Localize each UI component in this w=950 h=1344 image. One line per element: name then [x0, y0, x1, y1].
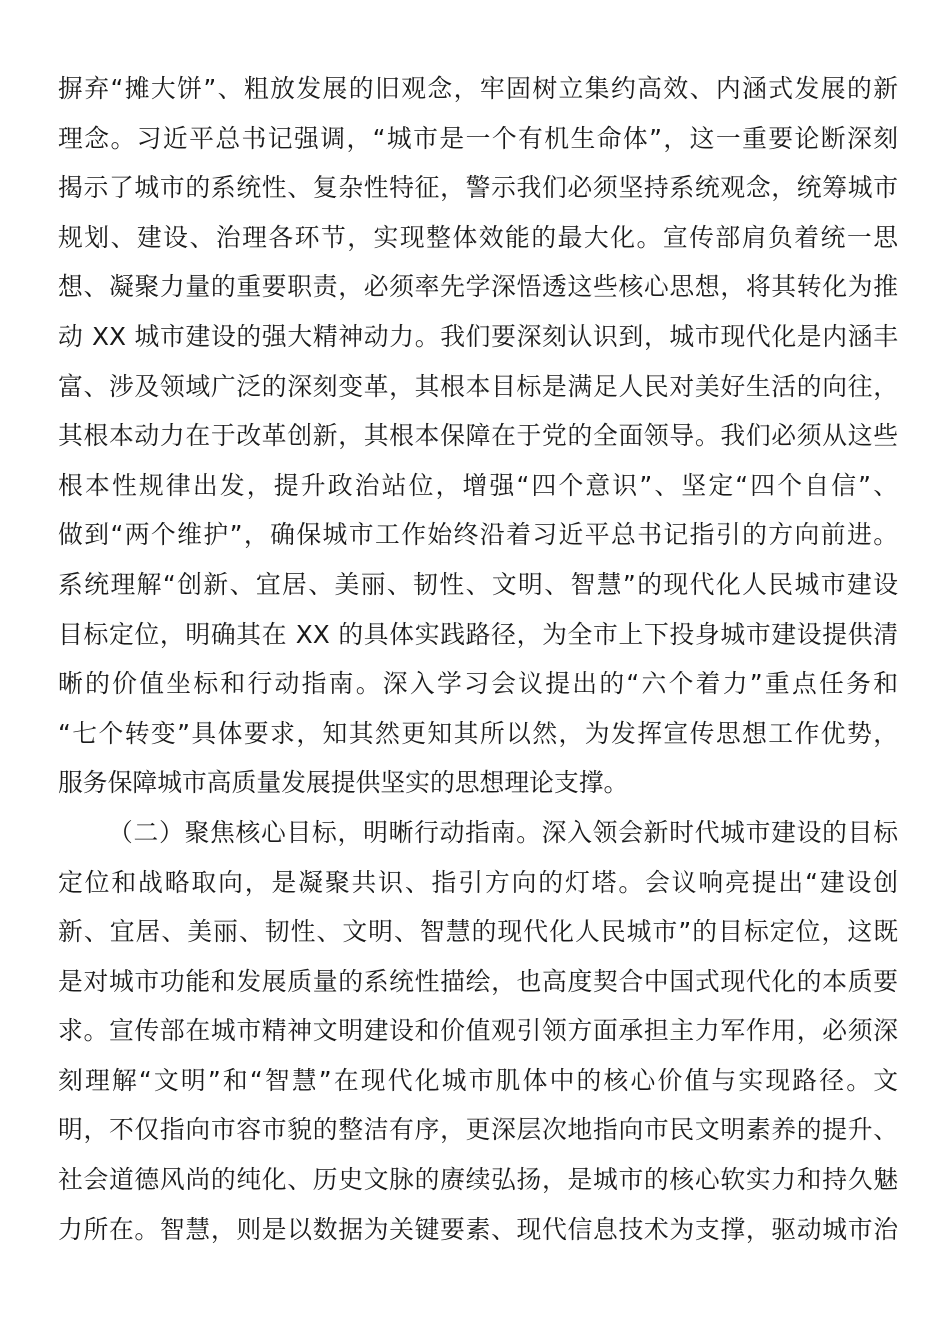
text-line: 求。宣传部在城市精神文明建设和价值观引领方面承担主力军作用，必须深 — [58, 1016, 898, 1046]
text-line: 系统理解“创新、宜居、美丽、韧性、文明、智慧”的现代化人民城市建设 — [58, 569, 898, 599]
text-line: 规划、建设、治理各环节，实现整体效能的最大化。宣传部肩负着统一思 — [58, 222, 898, 252]
body-text — [58, 64, 898, 1254]
text-line: 刻理解“文明”和“智慧”在现代化城市肌体中的核心价值与实现路径。文 — [58, 1065, 898, 1095]
text-line: 想、凝聚力量的重要职责，必须率先学深悟透这些核心思想，将其转化为推 — [58, 272, 898, 302]
text-line: 是对城市功能和发展质量的系统性描绘，也高度契合中国式现代化的本质要 — [58, 966, 898, 996]
text-line: 理念。习近平总书记强调，“城市是一个有机生命体”，这一重要论断深刻 — [58, 123, 898, 153]
text-line: 明，不仅指向市容市貌的整洁有序，更深层次地指向市民文明素养的提升、 — [58, 1115, 898, 1145]
text-line: 目标定位，明确其在 XX 的具体实践路径，为全市上下投身城市建设提供清 — [58, 619, 898, 649]
text-line: 服务保障城市高质量发展提供坚实的思想理论支撑。 — [58, 768, 629, 798]
text-line: 做到“两个维护”，确保城市工作始终沿着习近平总书记指引的方向前进。 — [58, 520, 898, 550]
text-line: 社会道德风尚的纯化、历史文脉的赓续弘扬，是城市的核心软实力和持久魅 — [58, 1165, 898, 1195]
text-line: 富、涉及领域广泛的深刻变革，其根本目标是满足人民对美好生活的向往， — [58, 371, 898, 401]
text-line: 揭示了城市的系统性、复杂性特征，警示我们必须坚持系统观念，统筹城市 — [58, 173, 898, 203]
section-heading-line: （二）聚焦核心目标，明晰行动指南。深入领会新时代城市建设的目标 — [108, 817, 898, 847]
text-line: 摒弃“摊大饼”、粗放发展的旧观念，牢固树立集约高效、内涵式发展的新 — [58, 74, 898, 103]
text-line: 新、宜居、美丽、韧性、文明、智慧的现代化人民城市”的目标定位，这既 — [58, 917, 898, 947]
text-line: 根本性规律出发，提升政治站位，增强“四个意识”、坚定“四个自信”、 — [58, 470, 898, 500]
text-line: 力所在。智慧，则是以数据为关键要素、现代信息技术为支撑，驱动城市治 — [58, 1214, 898, 1244]
text-line: 动 XX 城市建设的强大精神动力。我们要深刻认识到，城市现代化是内涵丰 — [58, 321, 898, 351]
text-line: 定位和战略取向，是凝聚共识、指引方向的灯塔。会议响亮提出“建设创 — [58, 867, 898, 897]
text-line: 晰的价值坐标和行动指南。深入学习会议提出的“六个着力”重点任务和 — [58, 669, 898, 699]
text-line: “七个转变”具体要求，知其然更知其所以然，为发挥宣传思想工作优势， — [58, 718, 898, 748]
text-line: 其根本动力在于改革创新，其根本保障在于党的全面领导。我们必须从这些 — [58, 421, 898, 451]
